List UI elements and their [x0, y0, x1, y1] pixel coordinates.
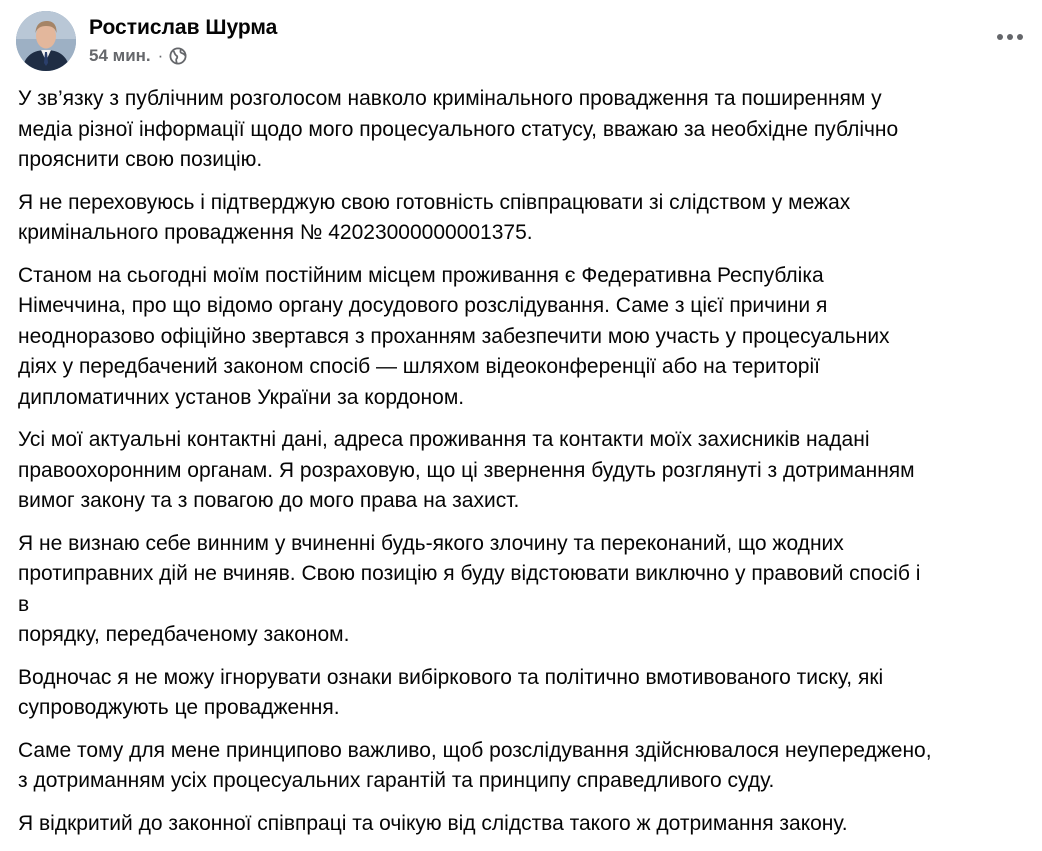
more-options-button[interactable]	[994, 25, 1026, 49]
avatar[interactable]	[16, 11, 76, 71]
post-body	[18, 84, 1028, 851]
post-meta	[89, 45, 187, 67]
globe-icon[interactable]	[169, 47, 187, 65]
post-header	[16, 11, 1026, 73]
post-paragraph: Я відкритий до законної співпраці та очікую від слідства такого ж дотримання закону.	[18, 811, 848, 835]
more-horizontal-icon	[996, 33, 1024, 41]
post-paragraph: У зв’язку з публічним розголосом навколо кримінального провадження та поширенням у медіа різної інформації щодо мого процесуального статусу, вважаю за необхідне публічно прояснити свою позицію.	[18, 87, 899, 171]
meta-separator: ·	[157, 46, 164, 65]
post-time[interactable]: 54 мин.	[89, 46, 151, 65]
post-paragraph: Усі мої актуальні контактні дані, адреса проживання та контакти моїх захисників надані правоохоронним органам. Я розраховую, що ці звернення будуть розглянуті з дотриманням вимог закону та з повагою до мого права на захист.	[18, 428, 915, 512]
post-paragraph: Водночас я не можу ігнорувати ознаки вибіркового та політично вмотивованого тиску, які супроводжують це провадження.	[18, 665, 884, 719]
post-paragraph: Я не переховуюсь і підтверджую свою готовність співпрацювати зі слідством у межах кримінального провадження № 42023000000001375.	[18, 190, 851, 244]
author-name[interactable]: Ростислав Шурма	[89, 16, 278, 39]
post-paragraph: Я не визнаю себе винним у вчиненні будь-якого злочину та переконаний, що жодних протиправних дій не вчиняв. Свою позицію я буду відстоювати виключно у правовий спосіб і в порядку, передбаченому законом.	[18, 531, 921, 646]
post-paragraph: Саме тому для мене принципово важливо, щоб розслідування здійснювалося неупереджено, з дотриманням усіх процесуальних гарантій та принципу справедливого суду.	[18, 738, 932, 792]
avatar-photo	[16, 11, 76, 71]
post-paragraph: Станом на сьогодні моїм постійним місцем проживання є Федеративна Республіка Німеччина, про що відомо органу досудового розслідування. Саме з цієї причини я неодноразово офіційно звертався з проханням забезпечити мою участь у процесуальних діях у передбачений законом спосіб — шляхом відеоконференції або на території дипломатичних установ України за кордоном.	[18, 263, 890, 409]
